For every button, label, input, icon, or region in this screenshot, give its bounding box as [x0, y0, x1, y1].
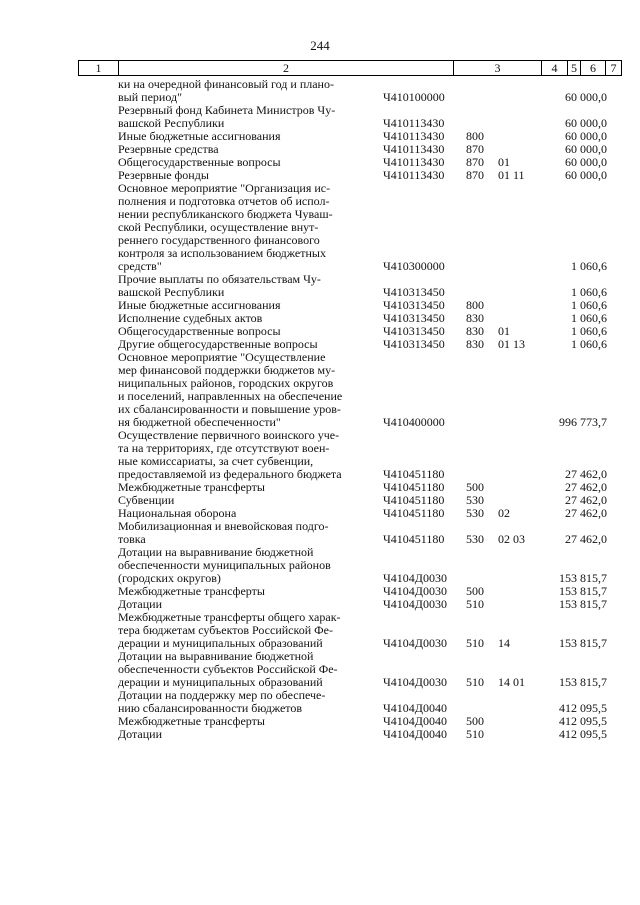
- table-row: [0, 104, 640, 130]
- table-row: [0, 156, 640, 169]
- row-target-code: Ч410313450: [383, 324, 445, 338]
- table-row: [0, 429, 640, 481]
- row-amount: 27 462,0: [565, 493, 607, 507]
- row-expense-type: 500: [466, 714, 484, 728]
- row-section-code: 01 13: [498, 337, 525, 351]
- row-expense-type: 830: [466, 324, 484, 338]
- row-target-code: Ч4104Д0030: [383, 571, 447, 585]
- row-description: Общегосударственные вопросы: [118, 155, 281, 169]
- row-description: Основное мероприятие "Организация ис- полнения и подготовка отчетов об испол- нении республиканского бюджета Чуваш- ской Республики, осуществление внут- реннего государственного финансового контроля за использованием бюджетных средств": [118, 181, 333, 273]
- row-expense-type: 800: [466, 298, 484, 312]
- row-section-code: 01 11: [498, 168, 525, 182]
- row-description: Межбюджетные трансферты: [118, 714, 265, 728]
- row-target-code: Ч4104Д0030: [383, 675, 447, 689]
- row-description: Основное мероприятие "Осуществление мер финансовой поддержки бюджетов му- ниципальных районов, городских округов и поселений, направленных на обеспечение их сбалансированности и повышение уров- ня бюджетной обеспеченности": [118, 350, 343, 429]
- row-description: Осуществление первичного воинского уче- та на территориях, где отсутствуют воен- ные комиссариаты, за счет субвенции, предоставляемой из федерального бюджета: [118, 428, 342, 481]
- table-row: [0, 546, 640, 585]
- row-description: Исполнение судебных актов: [118, 311, 263, 325]
- row-description: Иные бюджетные ассигнования: [118, 129, 281, 143]
- row-description: Прочие выплаты по обязательствам Чу- вашской Республики: [118, 272, 321, 299]
- row-target-code: Ч410113430: [383, 168, 445, 182]
- row-description: Межбюджетные трансферты: [118, 480, 265, 494]
- table-row: [0, 312, 640, 325]
- header-col-6: 6: [581, 61, 606, 75]
- header-col-3: 3: [454, 61, 542, 75]
- table-row: [0, 611, 640, 650]
- row-target-code: Ч4104Д0030: [383, 636, 447, 650]
- row-target-code: Ч410300000: [383, 259, 445, 273]
- row-target-code: Ч410313450: [383, 311, 445, 325]
- row-description: Иные бюджетные ассигнования: [118, 298, 281, 312]
- table-row: [0, 481, 640, 494]
- row-amount: 27 462,0: [565, 480, 607, 494]
- row-amount: 60 000,0: [565, 116, 607, 130]
- table-row: [0, 715, 640, 728]
- row-expense-type: 500: [466, 480, 484, 494]
- budget-table-body: [0, 78, 640, 741]
- row-expense-type: 510: [466, 636, 484, 650]
- header-col-1: 1: [79, 61, 119, 75]
- row-target-code: Ч410313450: [383, 285, 445, 299]
- row-target-code: Ч410313450: [383, 337, 445, 351]
- row-description: Дотации на выравнивание бюджетной обеспеченности муниципальных районов (городских округов): [118, 545, 331, 585]
- row-target-code: Ч410451180: [383, 506, 445, 520]
- table-row: [0, 143, 640, 156]
- table-row: [0, 78, 640, 104]
- row-target-code: Ч410400000: [383, 415, 445, 429]
- row-description: Межбюджетные трансферты общего харак- тера бюджетам субъектов Российской Фе- дерации и муниципальных образований: [118, 610, 341, 650]
- row-target-code: Ч4104Д0030: [383, 584, 447, 598]
- row-amount: 1 060,6: [571, 324, 607, 338]
- row-target-code: Ч410113430: [383, 129, 445, 143]
- row-expense-type: 530: [466, 493, 484, 507]
- table-row: [0, 299, 640, 312]
- row-target-code: Ч410313450: [383, 298, 445, 312]
- row-amount: 412 095,5: [559, 714, 607, 728]
- row-amount: 1 060,6: [571, 337, 607, 351]
- row-target-code: Ч410451180: [383, 480, 445, 494]
- row-amount: 60 000,0: [565, 90, 607, 104]
- row-expense-type: 870: [466, 142, 484, 156]
- row-target-code: Ч410100000: [383, 90, 445, 104]
- row-expense-type: 870: [466, 155, 484, 169]
- row-section-code: 02: [498, 506, 510, 520]
- row-expense-type: 500: [466, 584, 484, 598]
- row-description: Дотации: [118, 597, 163, 611]
- header-col-4: 4: [542, 61, 568, 75]
- row-expense-type: 870: [466, 168, 484, 182]
- row-target-code: Ч410113430: [383, 155, 445, 169]
- row-amount: 153 815,7: [559, 675, 607, 689]
- row-description: Национальная оборона: [118, 506, 237, 520]
- row-expense-type: 530: [466, 532, 484, 546]
- row-expense-type: 510: [466, 597, 484, 611]
- row-description: Резервные фонды: [118, 168, 209, 182]
- row-description: Межбюджетные трансферты: [118, 584, 265, 598]
- row-target-code: Ч410451180: [383, 467, 445, 481]
- table-row: [0, 351, 640, 429]
- row-target-code: Ч4104Д0030: [383, 597, 447, 611]
- table-row: [0, 520, 640, 546]
- row-amount: 60 000,0: [565, 142, 607, 156]
- row-description: Дотации на поддержку мер по обеспече- нию сбалансированности бюджетов: [118, 688, 326, 715]
- table-row: [0, 325, 640, 338]
- row-expense-type: 830: [466, 311, 484, 325]
- row-target-code: Ч4104Д0040: [383, 701, 447, 715]
- row-target-code: Ч4104Д0040: [383, 727, 447, 741]
- table-row: [0, 130, 640, 143]
- row-amount: 1 060,6: [571, 298, 607, 312]
- row-amount: 412 095,5: [559, 701, 607, 715]
- row-section-code: 02 03: [498, 532, 525, 546]
- row-description: Мобилизационная и вневойсковая подго- товка: [118, 519, 329, 546]
- header-col-7: 7: [606, 61, 622, 75]
- row-amount: 60 000,0: [565, 129, 607, 143]
- row-description: Резервные средства: [118, 142, 219, 156]
- row-target-code: Ч410451180: [383, 532, 445, 546]
- table-row: [0, 182, 640, 273]
- table-row: [0, 650, 640, 689]
- row-amount: 27 462,0: [565, 467, 607, 481]
- header-col-2: 2: [119, 61, 454, 75]
- row-amount: 412 095,5: [559, 727, 607, 741]
- row-target-code: Ч410451180: [383, 493, 445, 507]
- table-header: [78, 60, 622, 76]
- row-amount: 153 815,7: [559, 571, 607, 585]
- row-expense-type: 510: [466, 727, 484, 741]
- row-amount: 153 815,7: [559, 584, 607, 598]
- row-description: Общегосударственные вопросы: [118, 324, 281, 338]
- row-expense-type: 530: [466, 506, 484, 520]
- row-expense-type: 800: [466, 129, 484, 143]
- row-description: Резервный фонд Кабинета Министров Чу- вашской Республики: [118, 103, 336, 130]
- row-amount: 27 462,0: [565, 532, 607, 546]
- row-section-code: 14 01: [498, 675, 525, 689]
- row-target-code: Ч410113430: [383, 142, 445, 156]
- row-section-code: 01: [498, 155, 510, 169]
- row-description: Субвенции: [118, 493, 175, 507]
- row-amount: 27 462,0: [565, 506, 607, 520]
- row-target-code: Ч410113430: [383, 116, 445, 130]
- row-amount: 60 000,0: [565, 155, 607, 169]
- page-number: 244: [310, 38, 330, 53]
- table-row: [0, 728, 640, 741]
- row-target-code: Ч4104Д0040: [383, 714, 447, 728]
- row-description: Дотации на выравнивание бюджетной обеспеченности субъектов Российской Фе- дерации и муниципальных образований: [118, 649, 338, 689]
- row-amount: 996 773,7: [559, 415, 607, 429]
- row-section-code: 01: [498, 324, 510, 338]
- row-amount: 1 060,6: [571, 311, 607, 325]
- row-expense-type: 510: [466, 675, 484, 689]
- row-amount: 1 060,6: [571, 259, 607, 273]
- row-description: Дотации: [118, 727, 163, 741]
- row-amount: 1 060,6: [571, 285, 607, 299]
- row-amount: 60 000,0: [565, 168, 607, 182]
- table-row: [0, 585, 640, 598]
- table-row: [0, 494, 640, 507]
- table-row: [0, 273, 640, 299]
- row-description: ки на очередной финансовый год и плано- вый период": [118, 77, 334, 104]
- row-expense-type: 830: [466, 337, 484, 351]
- row-section-code: 14: [498, 636, 510, 650]
- row-amount: 153 815,7: [559, 597, 607, 611]
- table-row: [0, 689, 640, 715]
- row-description: Другие общегосударственные вопросы: [118, 337, 318, 351]
- header-col-5: 5: [568, 61, 581, 75]
- row-amount: 153 815,7: [559, 636, 607, 650]
